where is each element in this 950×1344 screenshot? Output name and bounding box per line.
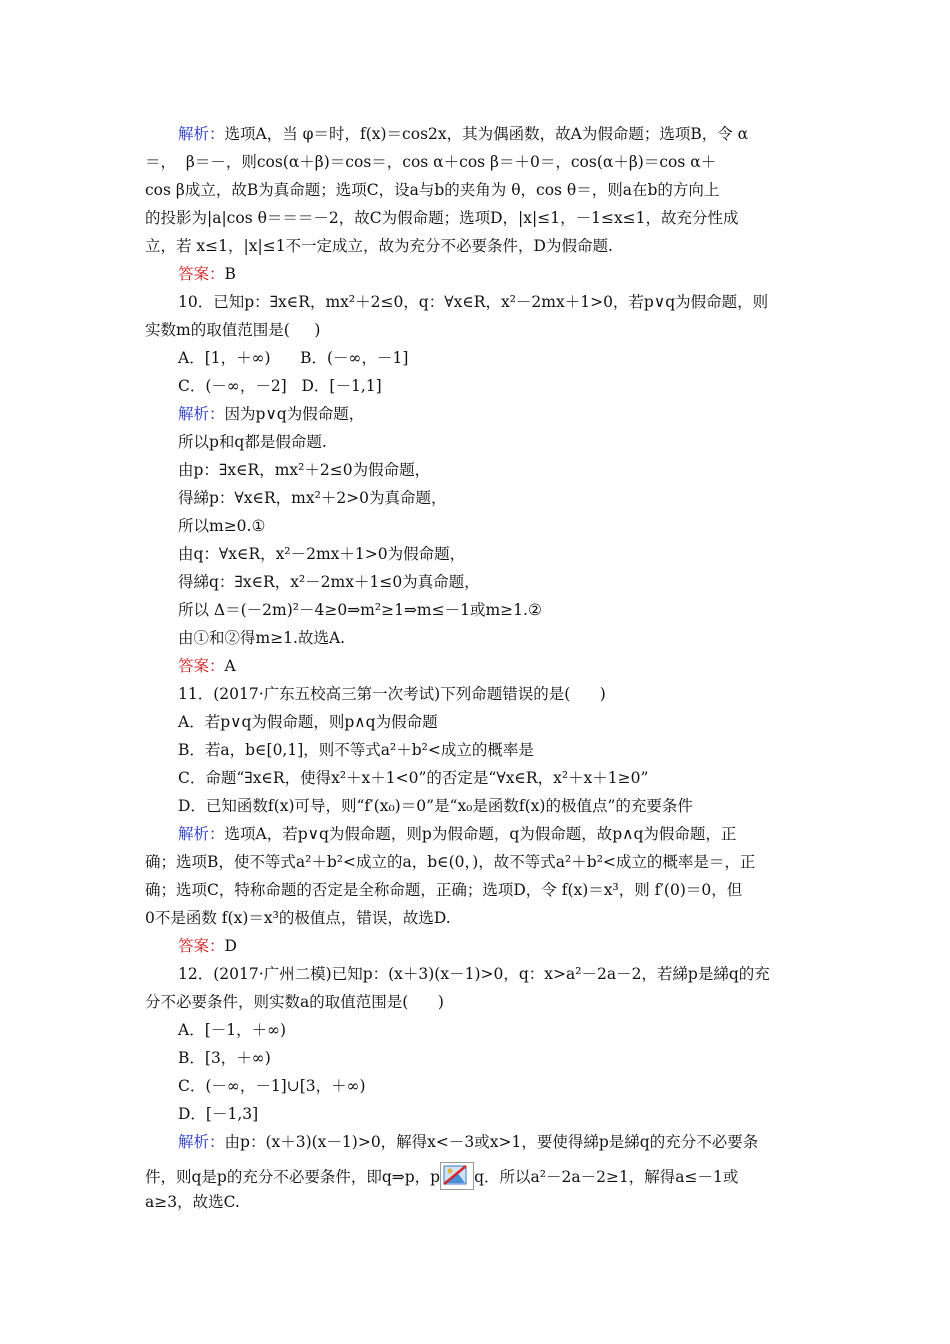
text-line: 由p：∃x∈R，mx²＋2≤0为假命题， (178, 461, 431, 479)
text-line: 答案：D (178, 937, 237, 955)
text-line: ＝， β＝－，则cos(α＋β)＝cos＝，cos α＋cos β＝＋0＝，cos(α＋β)＝cos α＋ (145, 153, 717, 171)
text-line: 确；选项C，特称命题的否定是全称命题，正确；选项D，令 f(x)＝x³，则 f′(0)＝0，但 (145, 881, 743, 899)
text-line: 所以 Δ＝(－2m)²－4≥0⇒m²≥1⇒m≤－1或m≥1.② (178, 601, 542, 619)
text-line: 答案：B (178, 265, 236, 283)
text-line: 实数m的取值范围是( ) (145, 321, 321, 339)
text-line: 解析：因为p∨q为假命题， (178, 405, 365, 423)
text-line: 解析：由p：(x＋3)(x－1)>0，解得x<－3或x>1，要使得綈p是綈q的充分不必要条 (178, 1133, 759, 1151)
question-11-stem: 11．(2017·广东五校高三第一次考试)下列命题错误的是( ) (178, 685, 606, 703)
text-line: 得綈q：∃x∈R，x²－2mx＋1≤0为真命题， (178, 573, 480, 591)
answer-label: 答案： (178, 657, 225, 675)
text-line: 0不是函数 f(x)＝x³的极值点，错误，故选D. (145, 909, 451, 927)
option-line: D．[－1,3] (178, 1105, 259, 1123)
text-line: 分不必要条件，则实数a的取值范围是( ) (145, 993, 444, 1011)
text-line: 件，则q是p的充分不必要条件，即q⇒p，p q．所以a²－2a－2≥1，解得a≤－1或 (145, 1162, 738, 1190)
option-line: A．若p∨q为假命题，则p∧q为假命题 (178, 713, 438, 731)
text-line: 由q：∀x∈R，x²－2mx＋1>0为假命题， (178, 545, 466, 563)
analysis-label: 解析： (178, 825, 225, 843)
not-implies-symbol-icon (440, 1162, 474, 1190)
option-line: A．[－1，＋∞) (178, 1021, 287, 1039)
text-line: 解析：选项A，若p∨q为假命题，则p为假命题，q为假命题，故p∧q为假命题，正 (178, 825, 737, 843)
text-line: 答案：A (178, 657, 236, 675)
option-line: A．[1，＋∞) B．(－∞，－1] (178, 349, 409, 367)
text-line: 由①和②得m≥1.故选A. (178, 629, 346, 647)
option-line: D．已知函数f(x)可导，则“f′(x₀)＝0”是“x₀是函数f(x)的极值点”的充要条件 (178, 797, 693, 815)
option-line: C．(－∞，－2] D．[－1,1] (178, 377, 382, 395)
text-line: 立，若 x≤1，|x|≤1不一定成立，故为充分不必要条件，D为假命题. (145, 237, 613, 255)
option-line: C．(－∞，－1]∪[3，＋∞) (178, 1077, 366, 1095)
question-10-stem: 10．已知p：∃x∈R，mx²＋2≤0，q：∀x∈R，x²－2mx＋1>0，若p∨q为假命题，则 (178, 293, 769, 311)
text-line: 解析：选项A，当 φ＝时，f(x)＝cos2x，其为偶函数，故A为假命题；选项B，令 α (178, 125, 749, 143)
text-line: 所以m≥0.① (178, 517, 266, 535)
option-line: C．命题“∃x∈R，使得x²＋x＋1<0”的否定是“∀x∈R，x²＋x＋1≥0” (178, 769, 649, 787)
analysis-label: 解析： (178, 125, 225, 143)
option-line: B．[3，＋∞) (178, 1049, 271, 1067)
text-line: 所以p和q都是假命题. (178, 433, 327, 451)
question-12-stem: 12．(2017·广州二模)已知p：(x＋3)(x－1)>0，q：x>a²－2a－2，若綈p是綈q的充 (178, 965, 770, 983)
answer-label: 答案： (178, 937, 225, 955)
analysis-label: 解析： (178, 405, 225, 423)
text-line: 得綈p：∀x∈R，mx²＋2>0为真命题， (178, 489, 447, 507)
option-line: B．若a，b∈[0,1]，则不等式a²＋b²<成立的概率是 (178, 741, 534, 759)
text-line: a≥3，故选C. (145, 1193, 240, 1211)
text-line: cos β成立，故B为真命题；选项C，设a与b的夹角为 θ，cos θ＝，则a在b的方向上 (145, 181, 720, 199)
answer-label: 答案： (178, 265, 225, 283)
text-line: 的投影为|a|cos θ＝＝＝－2，故C为假命题；选项D，|x|≤1，－1≤x≤1，故充分性成 (145, 209, 739, 227)
analysis-label: 解析： (178, 1133, 225, 1151)
text-line: 确；选项B，使不等式a²＋b²<成立的a，b∈(0，)，故不等式a²＋b²<成立的概率是＝，正 (145, 853, 756, 871)
